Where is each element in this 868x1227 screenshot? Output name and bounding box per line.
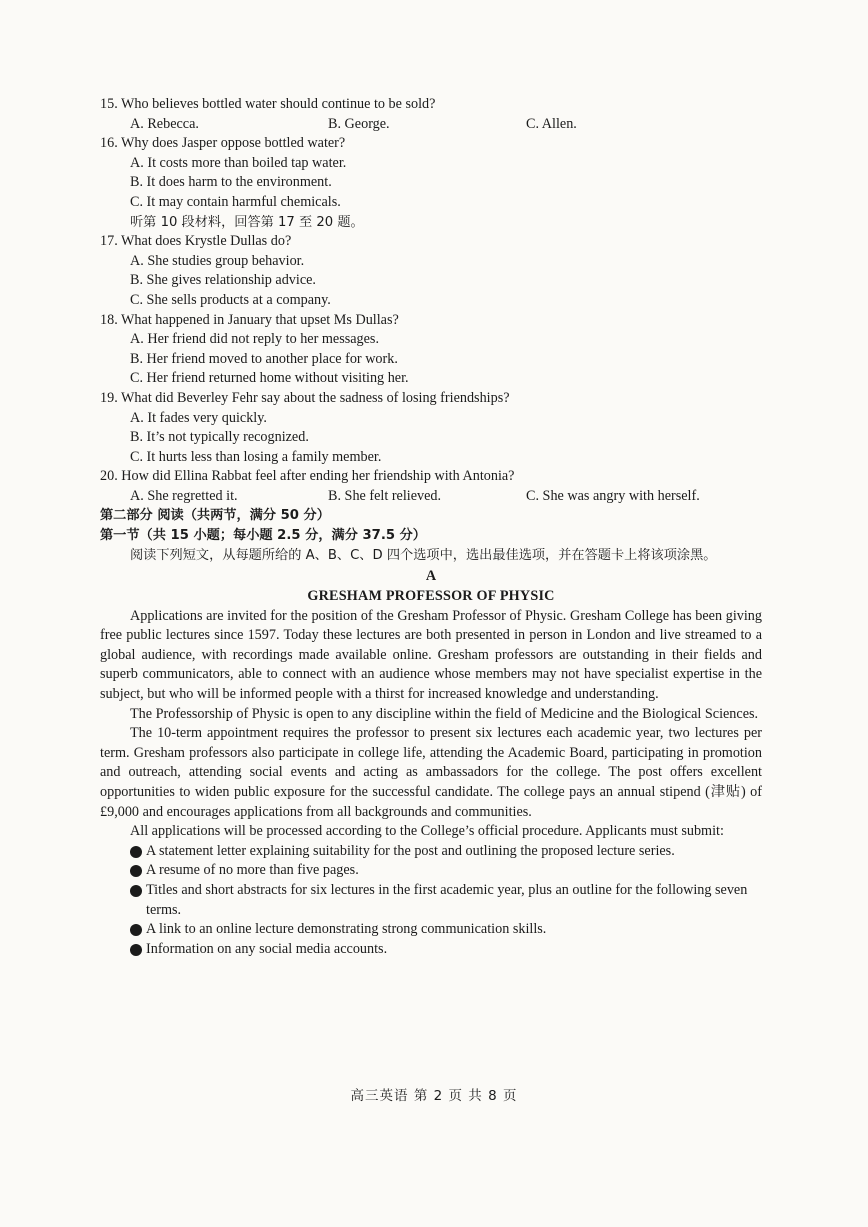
bullet-icon [130, 944, 142, 956]
question-number: 15. [100, 96, 118, 112]
question-number: 19. [100, 389, 118, 406]
option-b: B. She gives relationship advice. [130, 272, 316, 289]
list-item-text: Information on any social media accounts. [146, 940, 388, 957]
list-item-text: A statement letter explaining suitability for the post and outlining the proposed lecture series. [146, 842, 675, 859]
option-c: C. She was angry with herself. [526, 487, 700, 504]
option-c: C. She sells products at a company. [130, 291, 331, 308]
question-17 [100, 232, 762, 252]
list-item [100, 940, 762, 960]
question-16 [100, 134, 762, 154]
option-a: A. Her friend did not reply to her messages. [130, 331, 380, 348]
bullet-icon [130, 865, 142, 877]
requirements-list [100, 842, 762, 960]
list-item-text: Titles and short abstracts for six lectures in the first academic year, plus an outline for the following seven terms. [146, 881, 748, 918]
passage-paragraph: Applications are invited for the position of the Gresham Professor of Physic. Gresham College has been giving free public lectures since 1597. Today these lectures are both presented in person in London and live streamed to a global audience, with recordings made available online. Gresham professors are outstanding in their fields and superb communicators, able to connect with an audience whose members may not have specialist expertise in the subject, but who will be informed people with a thirst for increased knowledge and understanding. [100, 607, 762, 703]
bullet-icon [130, 885, 142, 897]
option-a: A. She regretted it. [130, 487, 238, 504]
question-text: Who believes bottled water should continue to be sold? [121, 96, 436, 112]
option-a: A. She studies group behavior. [130, 252, 305, 269]
question-15 [100, 95, 762, 115]
page-footer: 高三英语 第 2 页 共 8 页 [350, 1088, 518, 1104]
passage-label: A [425, 568, 437, 585]
question-text: What does Krystle Dullas do? [121, 233, 292, 250]
option-b: B. George. [328, 115, 390, 132]
option-b: B. She felt relieved. [328, 487, 442, 504]
list-item [100, 861, 762, 881]
option-a: A. Rebecca. [130, 115, 199, 132]
section1-heading: 第一节（共 15 小题；每小题 2.5 分，满分 37.5 分） [100, 528, 426, 544]
passage-paragraph: The 10-term appointment requires the professor to present six lectures each academic year, two lectures per term. Gresham professors also participate in college life, attending the Academic Board, participating in promotion and outreach, attending social events and acting as ambassadors for the college. The post offers excellent opportunities to widen public exposure for the successful candidate. The college pays an annual stipend (津贴) of £9,000 and encourages applications from all backgrounds and communities. [100, 725, 762, 820]
listening-instruction: 听第 10 段材料，回答第 17 至 20 题。 [130, 214, 364, 230]
section1-instruction: 阅读下列短文，从每题所给的 A、B、C、D 四个选项中，选出最佳选项，并在答题卡上将该项涂黑。 [130, 547, 717, 563]
option-c: C. Her friend returned home without visiting her. [130, 370, 409, 387]
list-item-text: A resume of no more than five pages. [146, 862, 359, 879]
bullet-icon [130, 924, 142, 936]
question-18 [100, 311, 762, 331]
question-15-options [100, 115, 762, 135]
question-number: 17. [100, 233, 118, 250]
question-text: How did Ellina Rabbat feel after ending her friendship with Antonia? [121, 468, 515, 485]
part2-heading: 第二部分 阅读（共两节，满分 50 分） [100, 508, 330, 524]
question-number: 20. [100, 468, 118, 485]
question-text: Why does Jasper oppose bottled water? [121, 135, 346, 152]
question-20 [100, 467, 762, 487]
bullet-icon [130, 846, 142, 858]
list-item-text: A link to an online lecture demonstrating strong communication skills. [146, 921, 547, 938]
list-item [100, 842, 762, 862]
question-text: What did Beverley Fehr say about the sadness of losing friendships? [121, 389, 510, 406]
passage-title: GRESHAM PROFESSOR OF PHYSIC [307, 588, 555, 605]
option-b: B. It does harm to the environment. [130, 174, 332, 191]
option-c: C. It may contain harmful chemicals. [130, 193, 341, 210]
question-number: 16. [100, 135, 118, 152]
page-content [100, 95, 762, 959]
question-20-options [100, 487, 762, 507]
passage-paragraph: All applications will be processed according to the College’s official procedure. Applicants must submit: [130, 823, 724, 840]
option-c: C. Allen. [526, 115, 577, 132]
passage-paragraph: The Professorship of Physic is open to any discipline within the field of Medicine and the Biological Sciences. [130, 705, 759, 722]
option-a: A. It fades very quickly. [130, 409, 267, 426]
option-c: C. It hurts less than losing a family member. [130, 448, 382, 465]
option-b: B. It’s not typically recognized. [130, 429, 309, 446]
question-number: 18. [100, 311, 118, 328]
option-b: B. Her friend moved to another place for work. [130, 350, 398, 367]
question-19 [100, 389, 762, 409]
question-text: What happened in January that upset Ms Dullas? [121, 311, 399, 328]
list-item [100, 881, 762, 920]
list-item [100, 920, 762, 940]
option-a: A. It costs more than boiled tap water. [130, 154, 347, 171]
